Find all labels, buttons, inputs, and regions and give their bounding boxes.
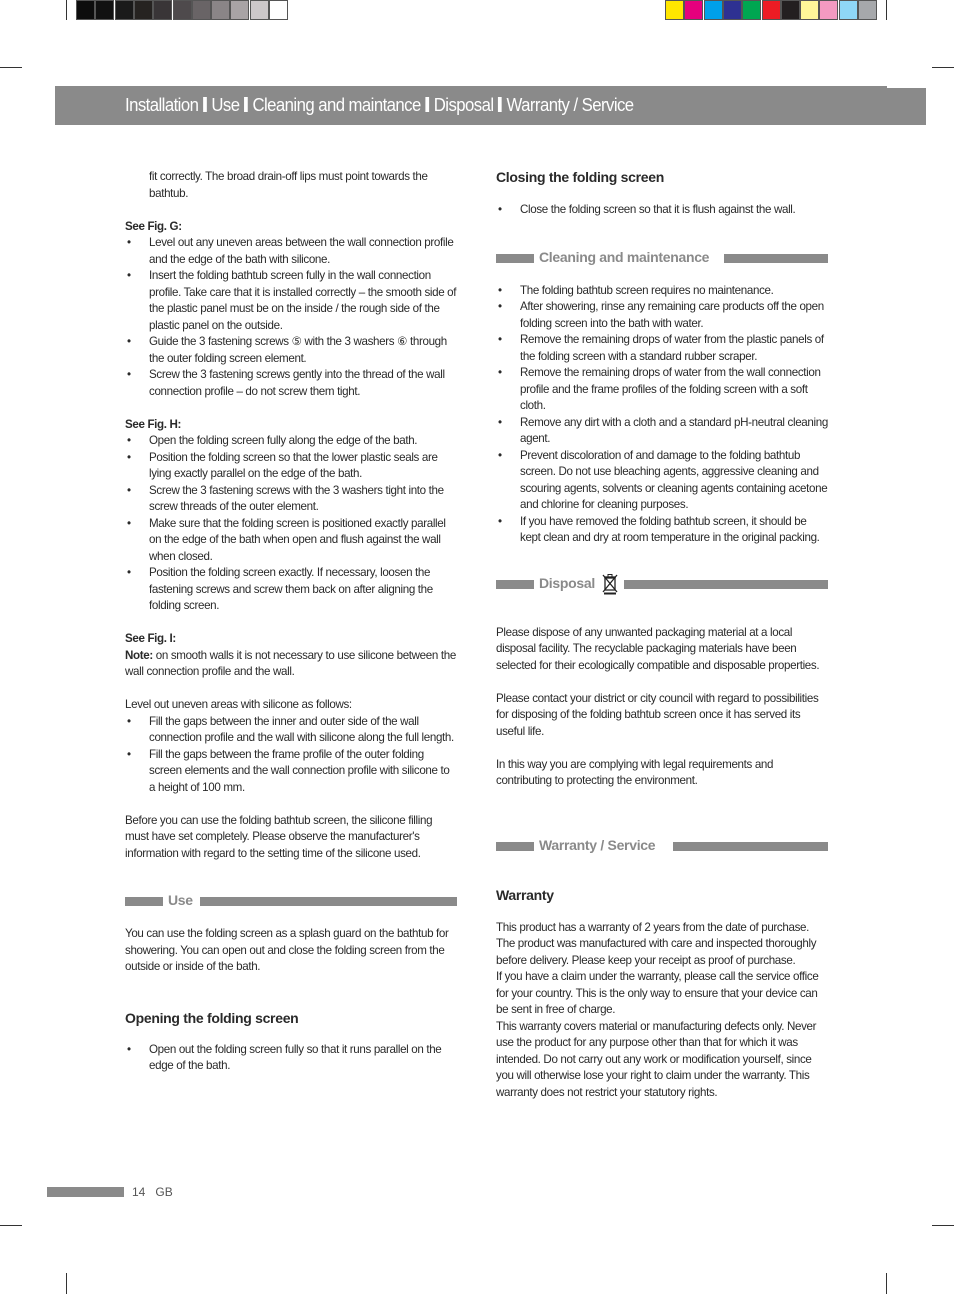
nav-cleaning: Cleaning and maintance xyxy=(252,95,421,115)
warranty-section-title: Warranty / Service xyxy=(539,836,656,853)
fig-i-heading: See Fig. I: xyxy=(125,632,176,645)
nav-installation: Installation xyxy=(125,95,199,115)
note-text: on smooth walls it is not necessary to use silicone between the wall connection profile and the wall. xyxy=(125,648,456,678)
list-item: • Insert the folding bathtub screen fully in the wall connection profile. Take care that it is installed correctly – the smooth side of the plastic panel must be on the inside / the rough side of the plastic panel on the outside. xyxy=(125,268,457,334)
left-column xyxy=(125,169,457,1075)
color-swatch xyxy=(665,0,684,20)
color-swatch xyxy=(742,0,761,20)
footer-bar xyxy=(47,1187,124,1197)
warranty-paragraph-2: If you have a claim under the warranty, please call the service office for your country. This is the only way to ensure that your device can be sent in free of charge. xyxy=(496,970,819,1016)
note-label: Note: xyxy=(125,648,153,662)
nav-use: Use xyxy=(211,95,240,115)
list-item: • Remove the remaining drops of water from the wall connection profile and the frame profiles of the folding screen with a soft cloth. xyxy=(496,365,828,415)
note-paragraph xyxy=(125,648,457,681)
fig-h-list xyxy=(125,433,457,615)
color-swatch xyxy=(819,0,838,20)
crop-mark xyxy=(932,1225,954,1226)
cleaning-list xyxy=(496,283,828,547)
disposal-paragraph-3: In this way you are complying with legal requirements and contributing to protecting the environment. xyxy=(496,757,774,787)
color-swatch xyxy=(800,0,819,20)
use-paragraph: You can use the folding screen as a splash guard on the bathtub for showering. You can open out and close the folding screen from the outside or inside of the bath. xyxy=(125,927,449,973)
color-swatch xyxy=(269,0,288,20)
opening-heading: Opening the folding screen xyxy=(125,1009,299,1026)
color-swatch xyxy=(211,0,230,20)
paragraph: fit correctly. The broad drain-off lips must point towards the bathtub. xyxy=(149,170,428,200)
crop-mark xyxy=(0,1225,22,1226)
disposal-section-title: Disposal xyxy=(539,574,595,591)
warranty-paragraph-1: This product has a warranty of 2 years from the date of purchase. The product was manufactured with care and inspected thoroughly before delivery. Please keep your receipt as proof of purchase. xyxy=(496,920,817,967)
color-swatch xyxy=(192,0,211,20)
color-swatch xyxy=(781,0,800,20)
crossed-bin-icon xyxy=(601,573,619,595)
fig-h-heading: See Fig. H: xyxy=(125,417,182,431)
right-column xyxy=(496,168,828,1101)
list-item: • The folding bathtub screen requires no maintenance. xyxy=(496,283,828,300)
color-swatch xyxy=(230,0,249,20)
warranty-paragraph-3: This warranty covers material or manufacturing defects only. Never use the product for any purpose other than that for which it was intended. Do not carry out any work or modification yourself, since you will otherwise lose your right to claim under the warranty. This warranty does not restrict your statutory rights. xyxy=(496,1019,817,1099)
nav-warranty: Warranty / Service xyxy=(506,95,634,115)
crop-mark xyxy=(0,67,22,68)
list-item: • Make sure that the folding screen is positioned exactly parallel on the edge of the bath when open and flush against the wall when closed. xyxy=(125,516,457,566)
header-nav xyxy=(125,95,634,116)
list-item: • After showering, rinse any remaining care products off the open folding screen into the bath with water. xyxy=(496,299,828,332)
list-item: • Fill the gaps between the inner and outer side of the wall connection profile and the wall with silicone along the full length. xyxy=(125,714,457,747)
nav-disposal: Disposal xyxy=(433,95,494,115)
warranty-heading: Warranty xyxy=(496,886,554,903)
cleaning-section-title: Cleaning and maintenance xyxy=(539,248,710,265)
list-item: • Screw the 3 fastening screws gently into the thread of the wall connection profile – do not screw them tight. xyxy=(125,367,457,400)
crop-mark xyxy=(66,0,67,20)
list-item: • Position the folding screen so that the lower plastic seals are lying exactly parallel on the edge of the bath. xyxy=(125,450,457,483)
use-section-title: Use xyxy=(168,892,193,908)
color-swatch xyxy=(704,0,723,20)
color-swatch xyxy=(95,0,114,20)
color-swatch xyxy=(858,0,877,20)
color-swatch xyxy=(684,0,703,20)
crop-mark xyxy=(886,1273,887,1294)
use-section-bar xyxy=(125,893,457,909)
color-swatch xyxy=(76,0,95,20)
fig-g-list xyxy=(125,235,457,400)
before-use-paragraph: Before you can use the folding bathtub screen, the silicone filling must have set completely. Please observe the manufacturer's information with regard to the setting time of the silicone used. xyxy=(125,813,433,860)
level-out-paragraph: Level out uneven areas with silicone as follows: xyxy=(125,698,352,711)
warranty-section-bar xyxy=(496,838,828,854)
color-swatch xyxy=(250,0,269,20)
color-swatch xyxy=(115,0,134,20)
color-swatch xyxy=(762,0,781,20)
color-swatch xyxy=(839,0,858,20)
color-swatch xyxy=(173,0,192,20)
disposal-section-bar xyxy=(496,576,828,592)
list-item: • Remove the remaining drops of water from the plastic panels of the folding screen with a standard rubber scraper. xyxy=(496,332,828,365)
color-swatch xyxy=(153,0,172,20)
list-item: • If you have removed the folding bathtub screen, it should be kept clean and dry at room temperature in the original packing. xyxy=(496,514,828,547)
color-swatch xyxy=(134,0,153,20)
disposal-paragraph-1: Please dispose of any unwanted packaging material at a local disposal facility. The recyclable packaging materials have been selected for their ecologically compatible and disposable properties. xyxy=(496,625,820,672)
fig-i-list xyxy=(125,714,457,797)
list-item: • Prevent discoloration of and damage to the folding bathtub screen. Do not use bleaching agents, aggressive cleaning and scouring agents, solvents or cleaning agents containing acetone and chlorine for cleaning purposes. xyxy=(496,448,828,514)
crop-mark xyxy=(932,67,954,68)
list-item: • Screw the 3 fastening screws with the 3 washers tight into the screw threads of the outer element. xyxy=(125,483,457,516)
color-swatch xyxy=(723,0,742,20)
closing-list xyxy=(496,202,828,219)
list-item: • Close the folding screen so that it is flush against the wall. xyxy=(496,202,828,219)
list-item: • Remove any dirt with a cloth and a standard pH-neutral cleaning agent. xyxy=(496,415,828,448)
list-item: • Level out any uneven areas between the wall connection profile and the edge of the bath with silicone. xyxy=(125,235,457,268)
crop-mark xyxy=(886,0,887,20)
list-item: • Fill the gaps between the frame profile of the outer folding screen elements and the wall connection profile with silicone to a height of 100 mm. xyxy=(125,747,457,797)
fig-g-heading: See Fig. G: xyxy=(125,219,182,233)
list-item: • Guide the 3 fastening screws ⑤ with the 3 washers ⑥ through the outer folding screen element. xyxy=(125,334,457,367)
page-number: 14 xyxy=(132,1185,146,1199)
list-item: • Position the folding screen exactly. If necessary, loosen the fastening screws and screw them back on after aligning the folding screen. xyxy=(125,565,457,615)
language-code: GB xyxy=(155,1185,173,1199)
list-item: • Open the folding screen fully along the edge of the bath. xyxy=(125,433,457,450)
disposal-paragraph-2: Please contact your district or city council with regard to possibilities for disposing of the folding bathtub screen once it has served its useful life. xyxy=(496,691,819,738)
header-tab xyxy=(887,88,926,125)
opening-list xyxy=(125,1042,457,1075)
closing-heading: Closing the folding screen xyxy=(496,169,664,185)
cleaning-section-bar xyxy=(496,250,828,266)
crop-mark xyxy=(66,1273,67,1294)
footer-page-info xyxy=(132,1185,173,1199)
list-item: • Open out the folding screen fully so that it runs parallel on the edge of the bath. xyxy=(125,1042,457,1075)
